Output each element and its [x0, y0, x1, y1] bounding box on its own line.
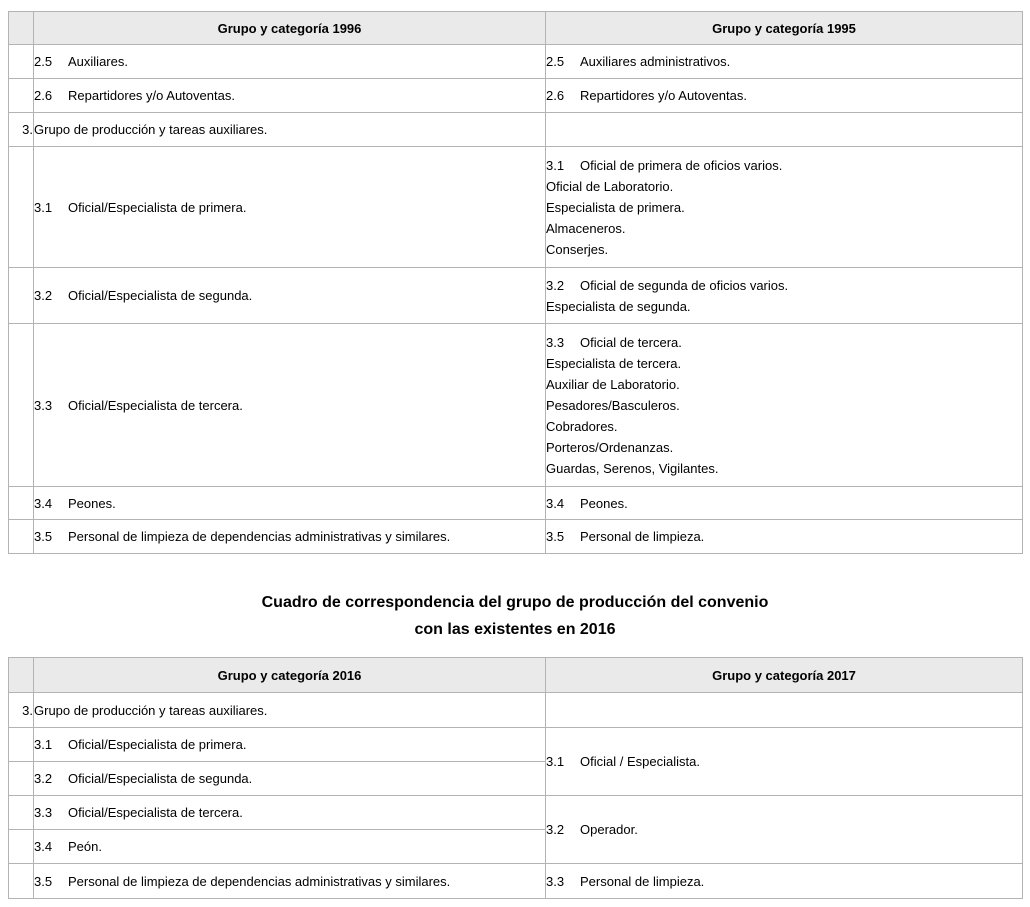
item-line: Especialista de tercera. [546, 355, 682, 371]
group-number-cell [9, 728, 34, 762]
item-text: Repartidores y/o Autoventas. [580, 88, 747, 103]
cell-1996-3-1 [34, 147, 546, 268]
item-number: 3.2 [34, 771, 53, 786]
section-title [8, 589, 1022, 643]
cell-1996-3-2 [34, 268, 546, 324]
item-number: 3.5 [34, 529, 53, 544]
group-number-cell [9, 487, 34, 520]
item-line: Especialista de segunda. [546, 298, 691, 314]
cell-1996-2-6 [34, 79, 546, 113]
header-1995: Grupo y categoría 1995 [546, 12, 1023, 45]
item-text: Oficial/Especialista de tercera. [68, 805, 243, 820]
item-text: Auxiliares administrativos. [580, 54, 731, 69]
item-number: 3.2 [546, 277, 565, 293]
cell-1995-2-5 [546, 45, 1023, 79]
item-line [546, 332, 1022, 353]
item-text: Oficial / Especialista. [580, 754, 700, 769]
cell-1995-3-3 [546, 324, 1023, 487]
cell-2016-3-5 [34, 864, 546, 899]
item-text: Oficial/Especialista de tercera. [68, 397, 243, 413]
item-number: 3.1 [34, 737, 53, 752]
group-number-cell: 3. [9, 113, 34, 147]
table-row [9, 79, 1023, 113]
item-number: 3.1 [34, 199, 53, 215]
item-line: Almaceneros. [546, 220, 626, 236]
table-row [9, 268, 1023, 324]
item-text: Peones. [68, 495, 116, 511]
cell-1995-3-4 [546, 487, 1023, 520]
item-text: Grupo de producción y tareas auxiliares. [34, 122, 268, 137]
item-text: Operador. [580, 822, 638, 837]
item-text: Oficial de segunda de oficios varios. [580, 277, 789, 293]
item-line [546, 275, 1022, 296]
group-number-cell [9, 45, 34, 79]
table-row [9, 728, 1023, 762]
group-number-cell [9, 830, 34, 864]
cell-2016-3-2 [34, 762, 546, 796]
item-line: Pesadores/Basculeros. [546, 397, 680, 413]
item-text: Peones. [580, 495, 628, 511]
item-number: 3.4 [546, 495, 565, 511]
item-text: Oficial de primera de oficios varios. [580, 157, 783, 173]
cell-2016-3-3 [34, 796, 546, 830]
header-2016: Grupo y categoría 2016 [34, 658, 546, 693]
cell-1996-2-5 [34, 45, 546, 79]
item-line: Porteros/Ordenanzas. [546, 439, 674, 455]
item-text: Personal de limpieza. [580, 529, 705, 544]
table-row [9, 113, 1023, 147]
item-number: 3.5 [34, 873, 53, 889]
header-group-number-cell [9, 12, 34, 45]
item-line [546, 155, 1022, 176]
item-text: Oficial/Especialista de segunda. [68, 771, 253, 786]
item-number: 3.2 [34, 288, 53, 303]
table-row [9, 796, 1023, 830]
item-number: 2.5 [546, 54, 565, 69]
cell-1995-2-6 [546, 79, 1023, 113]
group-number-cell [9, 796, 34, 830]
item-number: 3.3 [546, 334, 565, 350]
group-number-cell [9, 520, 34, 554]
item-number: 3.1 [546, 157, 565, 173]
cell-1996-group-3 [34, 113, 546, 147]
header-group-number-cell [9, 658, 34, 693]
item-number: 3.3 [34, 397, 53, 413]
item-text: Repartidores y/o Autoventas. [68, 88, 235, 103]
group-number-cell [9, 762, 34, 796]
item-number: 3.3 [34, 805, 53, 820]
section-title-line-2: con las existentes en 2016 [414, 621, 616, 638]
item-text: Oficial/Especialista de primera. [68, 199, 247, 215]
header-1996: Grupo y categoría 1996 [34, 12, 546, 45]
group-number-cell: 3. [9, 693, 34, 728]
table-row [9, 864, 1023, 899]
table-row [9, 324, 1023, 487]
item-line: Oficial de Laboratorio. [546, 178, 674, 194]
item-text: Auxiliares. [68, 54, 128, 69]
cell-2016-3-4 [34, 830, 546, 864]
item-number: 3.2 [546, 822, 565, 837]
item-line: Especialista de primera. [546, 199, 685, 215]
item-number: 3.5 [546, 529, 565, 544]
cell-2016-group-3 [34, 693, 546, 728]
table-row [9, 147, 1023, 268]
item-line: Guardas, Serenos, Vigilantes. [546, 460, 719, 476]
item-text: Personal de limpieza de dependencias administrativas y similares. [68, 529, 451, 544]
cell-1995-group-3-empty [546, 113, 1023, 147]
cell-2017-group-3-empty [546, 693, 1023, 728]
item-text: Oficial/Especialista de segunda. [68, 288, 253, 303]
table-row [9, 487, 1023, 520]
item-number: 3.3 [546, 873, 565, 889]
cell-1995-3-2 [546, 268, 1023, 324]
item-number: 3.4 [34, 839, 53, 854]
cell-1996-3-3 [34, 324, 546, 487]
table-correspondence-1996-1995 [8, 11, 1023, 554]
item-text: Personal de limpieza. [580, 873, 705, 889]
table-row [9, 12, 1023, 45]
cell-2017-3-2-merged [546, 796, 1023, 864]
table-row [9, 693, 1023, 728]
table-row [9, 520, 1023, 554]
cell-1996-3-5 [34, 520, 546, 554]
cell-2016-3-1 [34, 728, 546, 762]
item-text: Peón. [68, 839, 102, 854]
cell-2017-3-1-merged [546, 728, 1023, 796]
cell-1995-3-1 [546, 147, 1023, 268]
group-number-cell [9, 268, 34, 324]
header-2017: Grupo y categoría 2017 [546, 658, 1023, 693]
item-text: Personal de limpieza de dependencias administrativas y similares. [68, 873, 451, 889]
table-row [9, 45, 1023, 79]
cell-1996-3-4 [34, 487, 546, 520]
cell-2017-3-3 [546, 864, 1023, 899]
item-line: Auxiliar de Laboratorio. [546, 376, 680, 392]
item-number: 2.6 [546, 88, 565, 103]
group-number-cell [9, 324, 34, 487]
cell-1995-3-5 [546, 520, 1023, 554]
item-line: Conserjes. [546, 241, 609, 257]
item-text: Grupo de producción y tareas auxiliares. [34, 702, 268, 718]
item-number: 2.5 [34, 54, 53, 69]
item-line: Cobradores. [546, 418, 618, 434]
group-number-cell [9, 147, 34, 268]
item-number: 3.4 [34, 495, 53, 511]
table-row [9, 658, 1023, 693]
item-number: 3.1 [546, 754, 565, 769]
table-correspondence-2016-2017 [8, 657, 1023, 899]
item-number: 2.6 [34, 88, 53, 103]
item-text: Oficial de tercera. [580, 334, 682, 350]
item-text: Oficial/Especialista de primera. [68, 737, 247, 752]
section-title-line-1: Cuadro de correspondencia del grupo de producción del convenio [261, 594, 769, 611]
group-number-cell [9, 79, 34, 113]
group-number-cell [9, 864, 34, 899]
